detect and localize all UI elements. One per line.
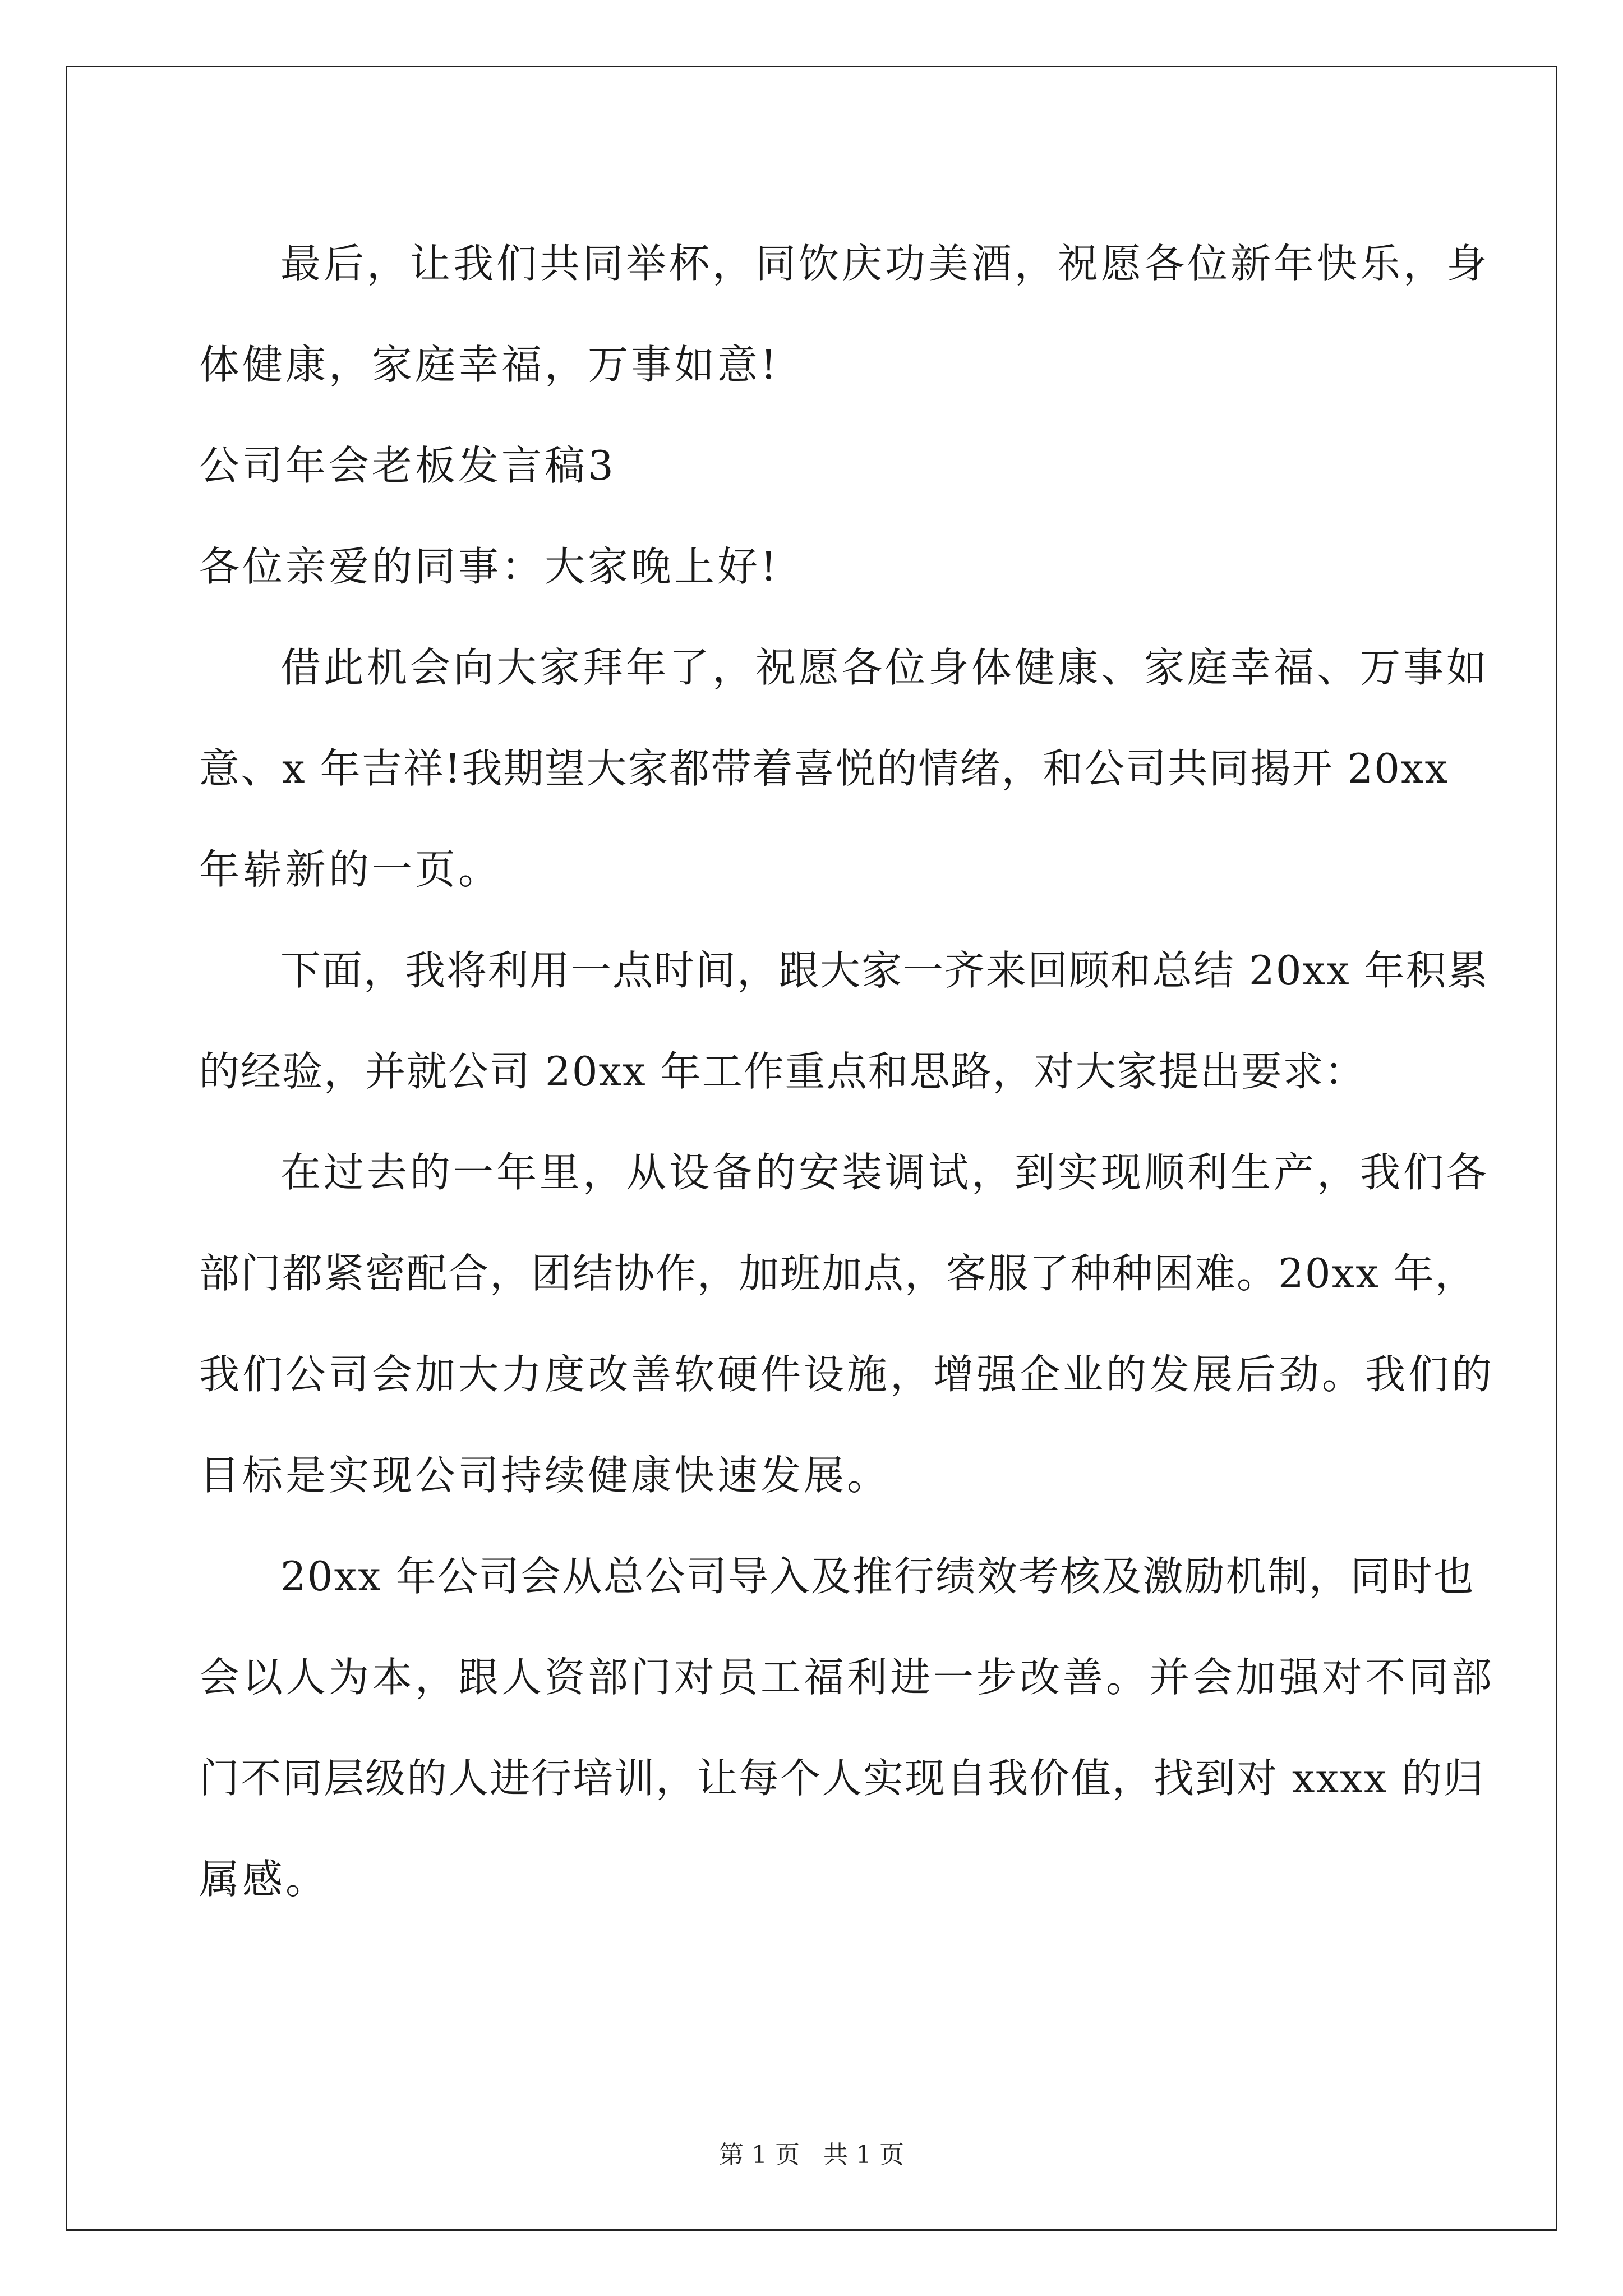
text-line: 最后，让我们共同举杯，同饮庆功美酒，祝愿各位新年快乐，身 — [280, 240, 1490, 287]
greeting-line: 各位亲爱的同事：大家晚上好! — [199, 543, 780, 590]
text-line: 门不同层级的人进行培训，让每个人实现自我价值，找到对 xxxx 的归 — [199, 1755, 1485, 1802]
text-line: 体健康，家庭幸福，万事如意! — [199, 341, 780, 388]
text-line: 会以人为本，跟人资部门对员工福利进一步改善。并会加强对不同部 — [199, 1654, 1495, 1701]
text-line: 年崭新的一页。 — [199, 846, 502, 893]
text-line: 部门都紧密配合，团结协作，加班加点，客服了种种困难。20xx 年， — [199, 1250, 1477, 1297]
text-line: 意、x 年吉祥!我期望大家都带着喜悦的情绪，和公司共同揭开 20xx — [199, 745, 1449, 792]
document-body — [199, 213, 1495, 1930]
text-line: 我们公司会加大力度改善软硬件设施，增强企业的发展后劲。我们的 — [199, 1351, 1495, 1398]
page-number-footer: 第 1 页 共 1 页 — [719, 2141, 904, 2169]
text-line: 在过去的一年里，从设备的安装调试，到实现顺利生产，我们各 — [280, 1149, 1490, 1196]
text-line: 目标是实现公司持续健康快速发展。 — [199, 1452, 891, 1499]
text-line: 20xx 年公司会从总公司导入及推行绩效考核及激励机制，同时也 — [280, 1553, 1475, 1600]
section-heading: 公司年会老板发言稿3 — [199, 442, 616, 489]
text-line: 借此机会向大家拜年了，祝愿各位身体健康、家庭幸福、万事如 — [280, 644, 1490, 691]
text-line: 属感。 — [199, 1856, 329, 1903]
text-line: 的经验，并就公司 20xx 年工作重点和思路，对大家提出要求： — [199, 1048, 1366, 1095]
text-line: 下面，我将利用一点时间，跟大家一齐来回顾和总结 20xx 年积累 — [280, 947, 1489, 994]
